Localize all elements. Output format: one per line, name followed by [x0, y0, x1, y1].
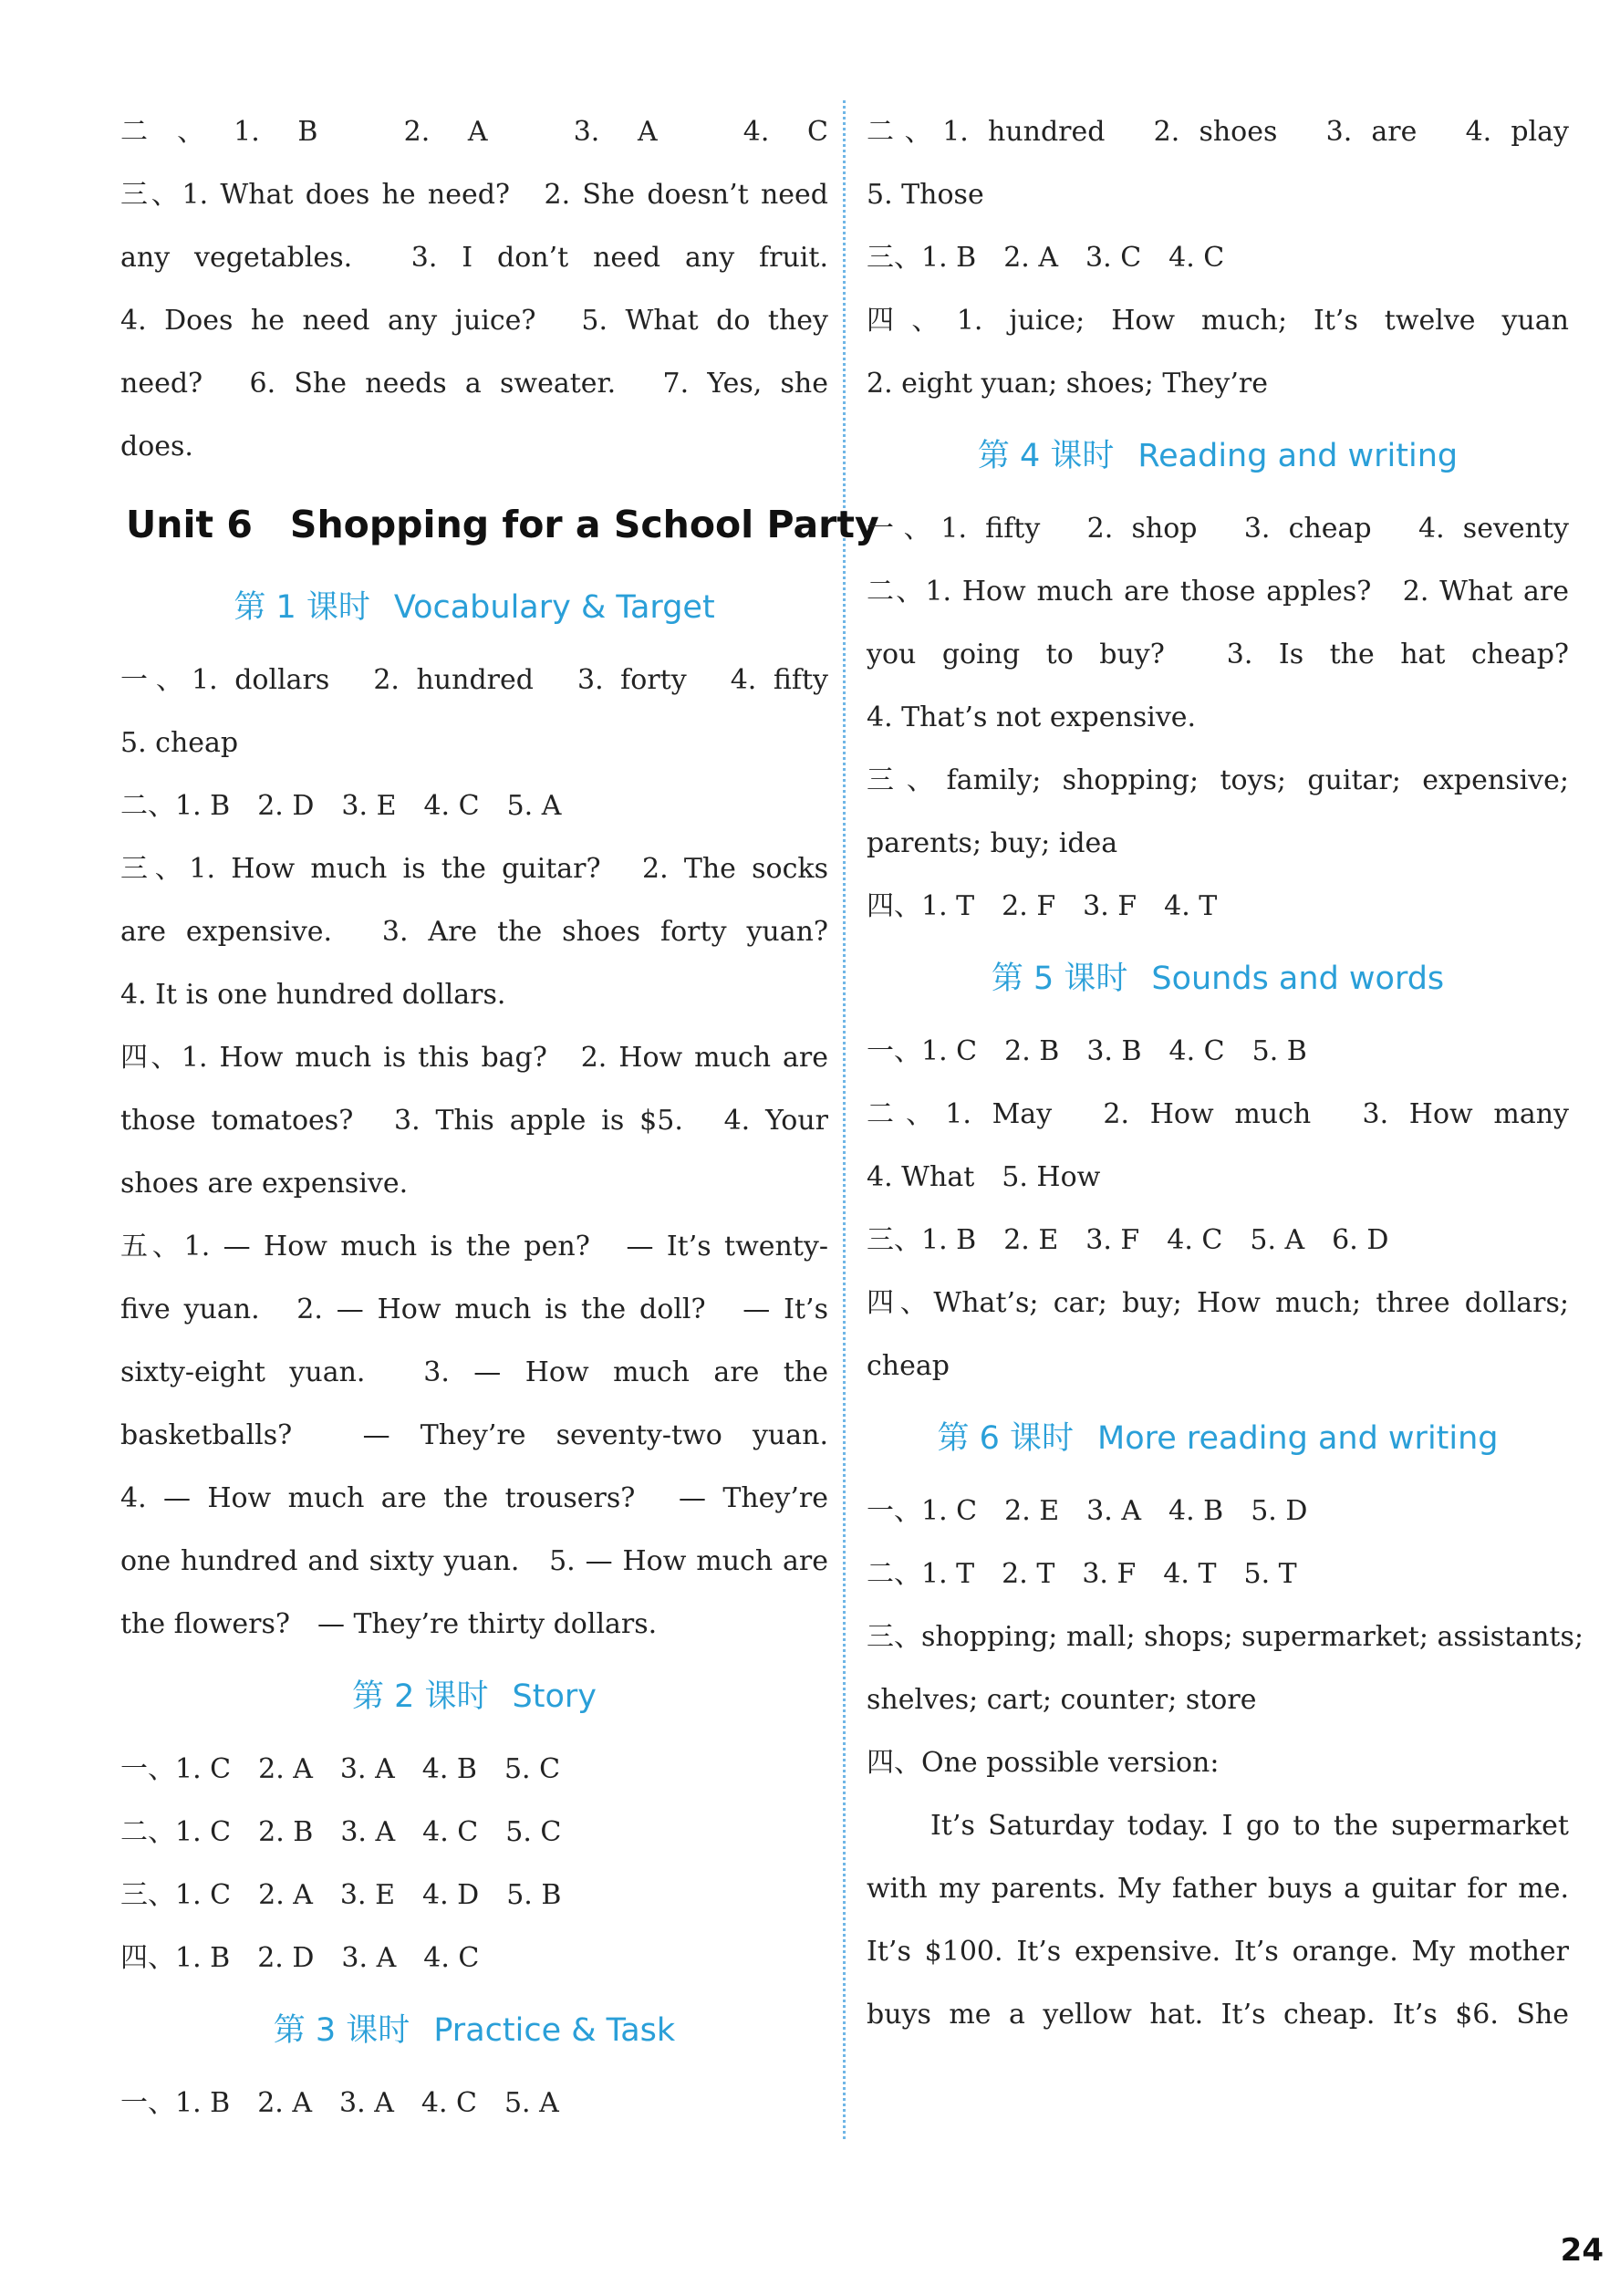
lesson-number: 第 4 课时	[977, 438, 1115, 474]
lesson-name: Reading and writing	[1137, 438, 1459, 474]
essay-line: with my parents. My father buys a guitar for me.	[867, 1873, 1569, 1905]
answer-line: 五、1. — How much is the pen? — It’s twenty-	[120, 1231, 828, 1262]
answer-line: are expensive. 3. Are the shoes forty yuan?	[120, 916, 828, 948]
answer-line: 4. It is one hundred dollars.	[120, 979, 506, 1011]
answer-line: 四、1. B 2. D 3. A 4. C	[120, 1942, 480, 1974]
essay-line: buys me a yellow hat. It’s cheap. It’s $6. She	[867, 1999, 1569, 2031]
answer-line: 二、1. hundred 2. shoes 3. are 4. play	[867, 116, 1569, 148]
answer-line: 二、1. May 2. How much 3. How many	[867, 1098, 1569, 1130]
page-number: 24	[1560, 2232, 1604, 2269]
answer-line: 三、1. B 2. E 3. F 4. C 5. A 6. D	[867, 1224, 1389, 1256]
answer-line: 一、1. C 2. E 3. A 4. B 5. D	[867, 1495, 1308, 1527]
answer-line: 2. eight yuan; shoes; They’re	[867, 368, 1268, 400]
answer-line: 三、1. B 2. A 3. C 4. C	[867, 242, 1225, 274]
answer-line: 5. Those	[867, 179, 984, 211]
answer-line: 一、1. C 2. B 3. B 4. C 5. B	[867, 1035, 1307, 1067]
lesson-name: Practice & Task	[433, 2012, 676, 2049]
essay-line: It’s Saturday today. I go to the supermarket	[930, 1810, 1569, 1842]
answer-line: need? 6. She needs a sweater. 7. Yes, she	[120, 368, 828, 400]
answer-line: 4. Does he need any juice? 5. What do they	[120, 305, 828, 337]
answer-line: cheap	[867, 1350, 950, 1382]
answer-line: 二、1. B 2. D 3. E 4. C 5. A	[120, 790, 562, 822]
lesson-name: Sounds and words	[1151, 961, 1445, 997]
lesson-heading-3	[120, 1990, 828, 2072]
answer-line: 四、What’s; car; buy; How much; three dollars;	[867, 1287, 1569, 1319]
lesson-heading-1	[120, 566, 828, 649]
answer-line: 三、1. How much is the guitar? 2. The socks	[120, 853, 828, 885]
answer-line: shelves; cart; counter; store	[867, 1684, 1257, 1716]
answer-line: 二、1. T 2. T 3. F 4. T 5. T	[867, 1558, 1297, 1590]
lesson-number: 第 2 课时	[352, 1678, 489, 1715]
answer-line: 二、1. B 2. A 3. A 4. C	[120, 116, 828, 148]
answer-line: parents; buy; idea	[867, 827, 1118, 859]
lesson-number: 第 1 课时	[234, 589, 370, 626]
lesson-name: Story	[512, 1678, 597, 1715]
answer-line: shoes are expensive.	[120, 1168, 409, 1200]
lesson-heading-4	[867, 415, 1569, 497]
answer-line: 一、1. dollars 2. hundred 3. forty 4. fifty	[120, 664, 828, 696]
answer-line: any vegetables. 3. I don’t need any fruit.	[120, 242, 828, 274]
answer-line: 二、1. C 2. B 3. A 4. C 5. C	[120, 1816, 562, 1848]
answer-line: five yuan. 2. — How much is the doll? — It’s	[120, 1293, 828, 1325]
answer-line: you going to buy? 3. Is the hat cheap?	[867, 639, 1569, 670]
answer-line: 5. cheap	[120, 727, 239, 759]
answer-line: 三、1. C 2. A 3. E 4. D 5. B	[120, 1879, 562, 1911]
lesson-heading-5	[867, 938, 1569, 1020]
answer-line: 一、1. C 2. A 3. A 4. B 5. C	[120, 1753, 561, 1785]
answer-line: does.	[120, 431, 193, 462]
right-column	[867, 100, 1584, 2046]
unit-title: Unit 6 Shopping for a School Party	[126, 503, 879, 546]
answer-line: basketballs? — They’re seventy-two yuan.	[120, 1419, 828, 1451]
essay-line: It’s $100. It’s expensive. It’s orange. My mother	[867, 1936, 1569, 1968]
answer-line: 4. — How much are the trousers? — They’re	[120, 1482, 828, 1514]
answer-line: 二、1. How much are those apples? 2. What are	[867, 576, 1569, 608]
answer-line: 四、1. juice; How much; It’s twelve yuan	[867, 305, 1569, 337]
answer-line: 四、1. T 2. F 3. F 4. T	[867, 890, 1218, 922]
lesson-heading-6	[867, 1397, 1569, 1480]
answer-line: 三、1. What does he need? 2. She doesn’t need	[120, 179, 828, 211]
answer-line: the flowers? — They’re thirty dollars.	[120, 1608, 658, 1640]
answer-line: 一、1. B 2. A 3. A 4. C 5. A	[120, 2087, 559, 2119]
answer-line: 三、family; shopping; toys; guitar; expensive;	[867, 764, 1569, 796]
lesson-number: 第 5 课时	[991, 961, 1128, 997]
lesson-heading-2	[120, 1656, 828, 1738]
answer-line: one hundred and sixty yuan. 5. — How much are	[120, 1545, 828, 1577]
lesson-name: More reading and writing	[1097, 1420, 1499, 1457]
lesson-name: Vocabulary & Target	[393, 589, 715, 626]
answer-line: 一、1. fifty 2. shop 3. cheap 4. seventy	[867, 513, 1569, 545]
left-column	[120, 100, 879, 2135]
answer-line: 三、shopping; mall; shops; supermarket; assistants;	[867, 1621, 1584, 1653]
lesson-number: 第 6 课时	[937, 1420, 1074, 1457]
lesson-number: 第 3 课时	[273, 2012, 410, 2049]
answer-line: those tomatoes? 3. This apple is $5. 4. Your	[120, 1105, 828, 1137]
column-divider	[843, 100, 846, 2139]
answer-line: 四、1. How much is this bag? 2. How much are	[120, 1042, 828, 1074]
answer-line: 4. What 5. How	[867, 1161, 1101, 1193]
answer-line: 四、One possible version:	[867, 1747, 1220, 1779]
answer-line: sixty-eight yuan. 3. — How much are the	[120, 1356, 828, 1388]
answer-line: 4. That’s not expensive.	[867, 701, 1197, 733]
